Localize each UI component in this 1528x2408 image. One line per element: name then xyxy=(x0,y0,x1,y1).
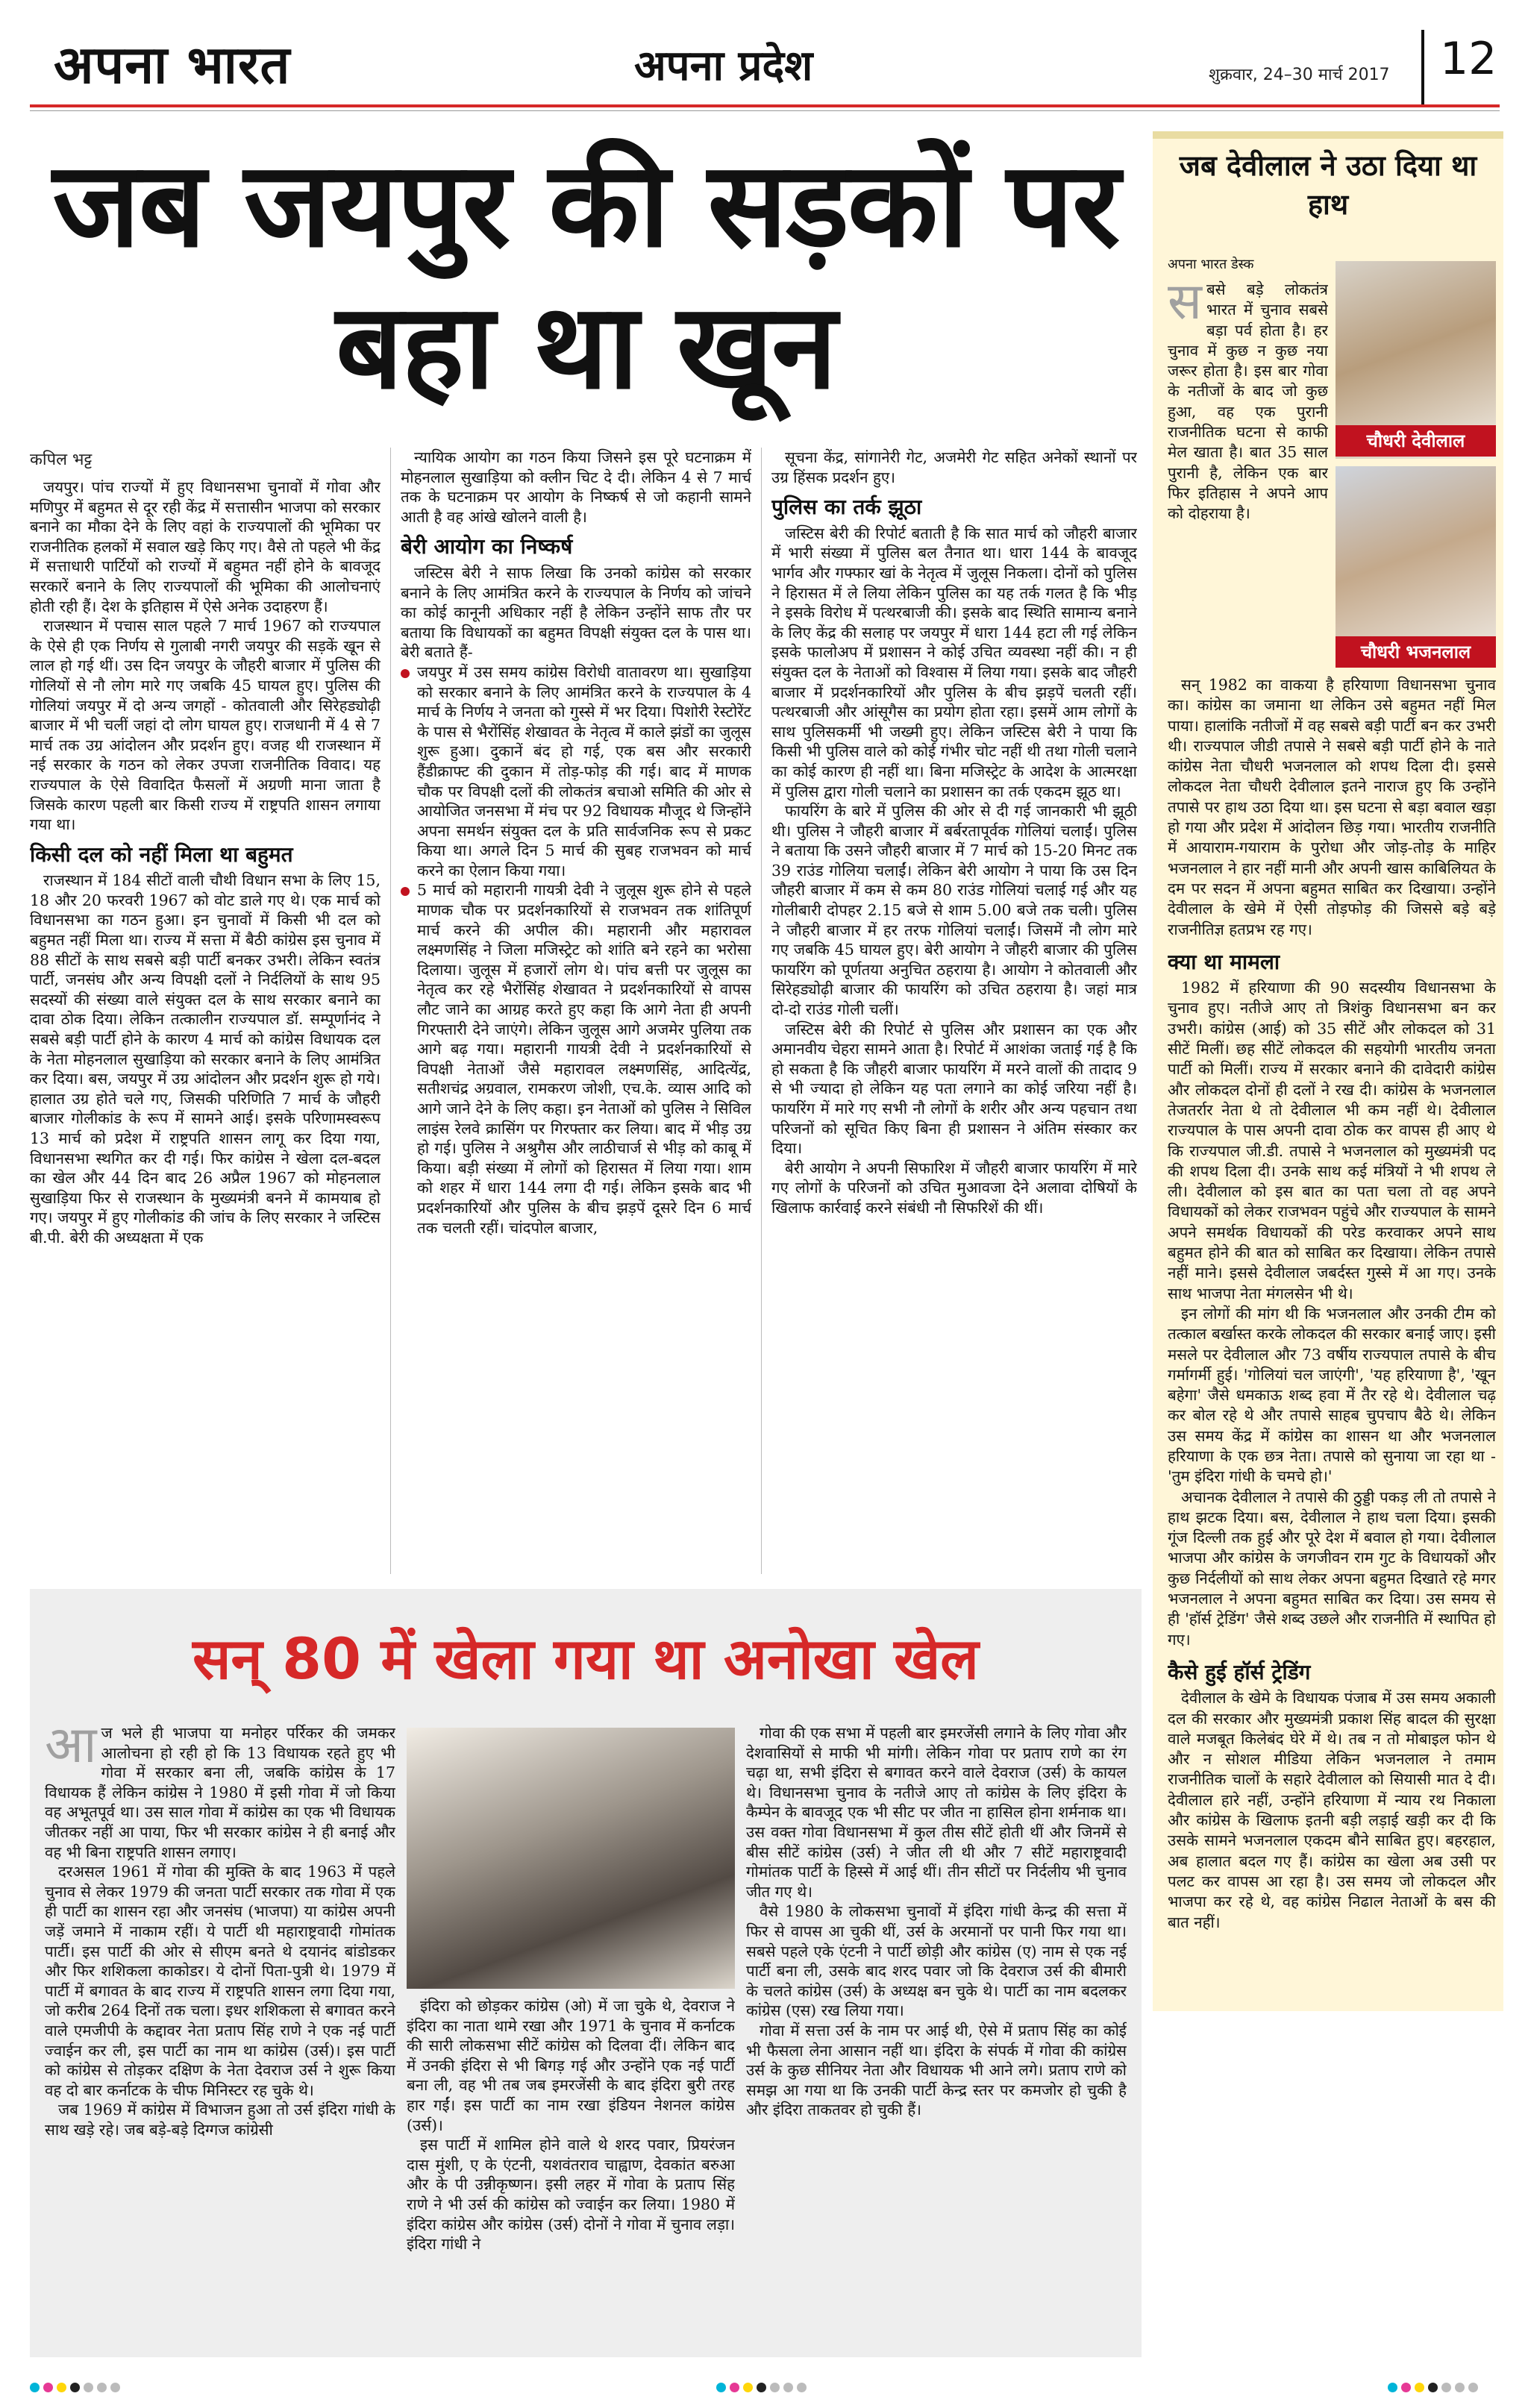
paragraph: बसे बड़े लोकतंत्र भारत में चुनाव सबसे बड़ा पर्व होता है। हर चुनाव में कुछ न कुछ नया जरूर होता है। इस बार गोवा के नतीजों के बाद जो कुछ हुआ, वह एक पुरानी राजनीतिक घटना से काफी मेल खाता है। बात 35 साल पुरानी है, लेकिन एक बार फिर इतिहास ने अपने आप को दोहराया है। xyxy=(1168,280,1328,523)
indira-gandhi-photo xyxy=(407,1728,735,1989)
column-divider xyxy=(761,448,762,1574)
bullet-paragraph: 5 मार्च को महारानी गायत्री देवी ने जुलूस शुरू होने से पहले माणक चौक पर प्रदर्शनकारियों से राजभवन तक शांतिपूर्ण मार्च करने की अपील की। महारानी और महारावल लक्ष्मणसिंह ने जिला मजिस्ट्रेट को शांति बने रहने का भरोसा दिलाया। जुलूस में हजारों लोग थे। पांच बत्ती पर जुलूस का नेतृत्व कर रहे भैरोंसिंह शेखावत ने प्रदर्शनकारियों से वापस लौट जाने का आग्रह करते हुए कहा कि आगे नेता ही अपनी गिरफ्तारी देने जाएंगे। लेकिन जुलूस आगे अजमेर पुलिया तक आगे बढ़ गया। महारानी गायत्री देवी ने प्रदर्शनकारियों से विपक्षी नेताओं जैसे महारावल लक्ष्मणसिंह, आदित्येंद्र, सतीशचंद्र अग्रवाल, रामकरण जोशी, एच.के. व्यास आदि को आगे जाने देने के लिए कहा। इन नेताओं को पुलिस ने सिविल लाइंस रेलवे क्रासिंग पर गिरफ्तार कर लिया। बाद में भीड़ उग्र हो गई। पुलिस ने अश्रुगैस और लाठीचार्ज से भीड़ को काबू में किया। बड़ी संख्या में लोगों को हिरासत में लिया गया। शाम को शहर में धारा 144 लगा दी गई। लेकिन इसके बाद भी प्रदर्शनकारियों और पुलिस के बीच झड़पें दूसरे दिन 6 मार्च तक चलती रहीं। चांदपोल बाजार, xyxy=(401,880,751,1238)
box-headline: सन् 80 में खेला गया था अनोखा खेल xyxy=(192,1625,979,1692)
photo-caption: चौधरी देवीलाल xyxy=(1336,425,1496,457)
sidebar-byline: अपना भारत डेस्क xyxy=(1168,257,1254,272)
photo-caption: चौधरी भजनलाल xyxy=(1336,636,1496,668)
masthead-rule xyxy=(30,104,1500,107)
paragraph: वैसे 1980 के लोकसभा चुनावों में इंदिरा गांधी केन्द्र की सत्ता में फिर से वापस आ चुकी थीं, उर्स के अरमानों पर पानी फिर गया था। सबसे पहले एके एंटनी ने पार्टी छोड़ी और कांग्रेस (ए) नाम से एक नई पार्टी बना ली, उसके बाद शरद पवार जो कि देवराज उर्स की बीमारी के चलते कांग्रेस (उर्स) के अध्यक्ष बन चुके थे। पार्टी का नाम बदलकर कांग्रेस (एस) रख लिया गया। xyxy=(746,1902,1127,2020)
paragraph: सूचना केंद्र, सांगानेरी गेट, अजमेरी गेट सहित अनेकों स्थानों पर उग्र हिंसक प्रदर्शन हुए। xyxy=(771,448,1137,486)
registration-dots-right xyxy=(1388,2383,1478,2392)
main-headline: जब जयपुर की सड़कों पर बहा था खून xyxy=(52,137,1119,416)
article-column-1 xyxy=(30,477,381,1574)
paragraph: सन् 1982 का वाकया है हरियाणा विधानसभा चुनाव का। कांग्रेस का जमाना था लेकिन उसे बहुमत नहीं मिल पाया। हालांकि नतीजों में वह सबसे बड़ी पार्टी बन कर उभरी थी। राज्यपाल जीडी तपासे ने सबसे बड़ी पार्टी होने के नाते कांग्रेस नेता चौधरी भजनलाल को शपथ दिला दी। इससे लोकदल नेता चौधरी देवीलाल इतने नाराज हुए कि उन्होंने तपासे पर हाथ उठा दिया था। इस घटना से बड़ा बवाल खड़ा हो गया और प्रदेश में आंदोलन छिड़ गया। भारतीय राजनीति में आयाराम-गयाराम के पुरोधा और जोड़-तोड़ के माहिर भजनलाल ने हार नहीं मानी और अपनी खास काबिलियत के दम पर सदन में अपना बहुमत साबित कर दिखाया। उन्होंने देवीलाल के खेमे में ऐसी तोड़फोड़ की जिससे बड़े बड़े राजनीतिज्ञ हतप्रभ रह गए। xyxy=(1168,676,1496,938)
paragraph: जस्टिस बेरी की रिपोर्ट बताती है कि सात मार्च को जौहरी बाजार में भारी संख्या में पुलिस बल तैनात था। धारा 144 के बावजूद भार्गव और गफ्फार खां के नेतृत्व में जुलूस निकला। दोनों को पुलिस ने हिरासत में ले लिया लेकिन पुलिस का यह तर्क गलत है कि भीड़ ने इसके विरोध में पत्थरबाजी की। इसके बाद स्थिति सामान्य बनाने के लिए केंद्र की सलाह पर जयपुर में धारा 144 हटा ली गई लेकिन इसके फालोअप में प्रशासन ने कोई उचित व्यवस्था नहीं की। न ही संयुक्त दल के नेताओं को विश्वास में लिया गया। इसके बाद जौहरी बाजार में प्रदर्शनकारियों और पुलिस के बीच झड़पें चलती रहीं। पत्थरबाजी और आंसूगैस का प्रयोग होता रहा। इसमें आम लोगों के साथ पुलिसकर्मी भी जख्मी हुए। लेकिन जस्टिस बेरी ने पाया कि किसी भी पुलिस वाले को कोई गंभीर चोट नहीं थी तथा गोली चलाने का कोई कारण ही नहीं था। बिना मजिस्ट्रेट के आदेश के आत्मरक्षा में पुलिस द्वारा गोली चलाने का प्रशासन का तर्क एकदम झूठ था। xyxy=(771,524,1137,800)
article-column-2 xyxy=(401,448,751,1574)
paragraph: बेरी आयोग ने अपनी सिफारिश में जौहरी बाजार फायरिंग में मारे गए लोगों के परिजनों को उचित मुआवजा देने अलावा दोषियों के खिलाफ कार्रवाई करने संबंधी नौ सिफरिशें की थीं। xyxy=(771,1158,1137,1217)
paragraph: अचानक देवीलाल ने तपासे की ठुड्डी पकड़ ली तो तपासे ने हाथ झटक दिया। बस, देवीलाल ने हाथ चला दिया। इसकी गूंज दिल्ली तक हुई और पूरे देश में बवाल हो गया। देवीलाल भाजपा और कांग्रेस के जगजीवन राम गुट के विधायकों और कुछ निर्दलीयों को साथ लेकर अपना बहुमत दिखाते रहे मगर भजनलाल ने अपना बहुमत साबित कर दिया। उस समय से ही 'हॉर्स ट्रेडिंग' जैसे शब्द उछले और राजनीति में स्थापित हो गए। xyxy=(1168,1487,1496,1649)
box-column-1 xyxy=(45,1723,395,2342)
subheading: किसी दल को नहीं मिला था बहुमत xyxy=(30,841,293,867)
registration-dots-left xyxy=(30,2383,120,2392)
box-column-2 xyxy=(407,1996,735,2342)
subheading: कैसे हुई हॉर्स ट्रेडिंग xyxy=(1168,1659,1311,1684)
dropcap: आ xyxy=(45,1723,97,1775)
subheading: पुलिस का तर्क झूठा xyxy=(771,495,922,520)
paragraph: ज भले ही भाजपा या मनोहर पर्रिकर की जमकर आलोचना हो रही हो कि 13 विधायक रहते हुए भी गोवा में सरकार बना ली, जबकि कांग्रेस के 17 विधायक हैं लेकिन कांग्रेस ने 1980 में इसी गोवा में जो किया वह अभूतपूर्व था। उस साल गोवा में कांग्रेस का एक भी विधायक जीतकर नहीं आ पाया, फिर भी सरकार कांग्रेस ने ही बनाई और वह भी बिना राष्ट्रपति शासन लगाए। xyxy=(45,1724,395,1861)
paragraph: जब 1969 में कांग्रेस में विभाजन हुआ तो उर्स इंदिरा गांधी के साथ खड़े रहे। जब बड़े-बड़े दिग्गज कांग्रेसी xyxy=(45,2101,395,2139)
paragraph: राजस्थान में पचास साल पहले 7 मार्च 1967 को राज्यपाल के ऐसे ही एक निर्णय से गुलाबी नगरी जयपुर की सड़कें खून से लाल हो गई थीं। उस दिन जयपुर के जौहरी बाजार में पुलिस की गोलियों से नौ लोग मारे गए जबकि 45 घायल हुए। पुलिस की गोलियां जयपुर में दो अन्य जगहों - कोतवाली और सिरेहड्योढ़ी बाजार में भी चलीं जहां दो लोग घायल हुए। राजधानी में 4 से 7 मार्च तक उग्र आंदोलन और प्रदर्शन हुए। वजह थी राजस्थान में नई सरकार के गठन को लेकर उपजा राजनीतिक विवाद। यह राज्यपाल के ऐसे विवादित फैसलों में अग्रणी माना जाता है जिसके कारण पहली बार किसी राज्य में राष्ट्रपति शासन लगाया गया था। xyxy=(30,617,381,834)
page-number: 12 xyxy=(1440,33,1497,85)
paragraph: राजस्थान में 184 सीटों वाली चौथी विधान सभा के लिए 15, 18 और 20 फरवरी 1967 को वोट डाले गए थे। एक मार्च को विधानसभा का गठन हुआ। इन चुनावों में किसी भी दल को बहुमत नहीं मिला था। राज्य में सत्ता में बैठी कांग्रेस इस चुनाव में 88 सीटों के साथ सबसे बड़ी पार्टी बनकर उभरी। लेकिन स्वतंत्र पार्टी, जनसंघ और अन्य विपक्षी दलों ने निर्दलियों के साथ 95 सदस्यों की संख्या वाले संयुक्त दल के साथ सरकार बनाने का दावा ठोक दिया। लेकिन तत्कालीन राज्यपाल डॉ. सम्पूर्णानंद ने सबसे बड़ी पार्टी होने के कारण 4 मार्च को कांग्रेस विधायक दल के नेता मोहनलाल सुखाड़िया को सरकार बनाने के लिए आमंत्रित कर दिया। बस, जयपुर में उग्र आंदोलन और प्रदर्शन शुरू हो गये। हालात उग्र होते चले गए, जिसकी परिणिति 7 मार्च के जौहरी बाजार गोलीकांड के रूप में सामने आई। इसके परिणामस्वरूप 13 मार्च को प्रदेश में राष्ट्रपति शासन लागू कर दिया गया, विधानसभा स्थगित कर दी गई। फिर कांग्रेस ने खेला दल-बदल का खेल और 44 दिन बाद 26 अप्रैल 1967 को मोहनलाल सुखाड़िया फिर से राजस्थान के मुख्यमंत्री बनने में कामयाब हो गए। जयपुर में हुए गोलीकांड की जांच के लिए सरकार ने जस्टिस बी.पी. बेरी की अध्यक्षता में एक xyxy=(30,871,381,1247)
paragraph: न्यायिक आयोग का गठन किया जिसने इस पूरे घटनाक्रम में मोहनलाल सुखाड़िया को क्लीन चिट दे दी। लेकिन 4 से 7 मार्च तक के घटनाक्रम पर आयोग के निष्कर्ष से जो कहानी सामने आती है वह आंखे खोलने वाली है। xyxy=(401,448,751,526)
sidebar-body xyxy=(1168,675,1496,2003)
dropcap: स xyxy=(1168,280,1202,331)
brand-logo: अपना भारत xyxy=(54,34,291,95)
paragraph: गोवा में सत्ता उर्स के नाम पर आई थी, ऐसे में प्रताप सिंह का कोई भी फैसला लेना आसान नहीं था। इंदिरा के संपर्क में गोवा की कांग्रेस उर्स के कुछ सीनियर नेता और विधायक भी आने लगे। प्रताप राणे को समझ आ गया था कि उनकी पार्टी केन्द्र स्तर पर कमजोर हो चुकी है और इंदिरा ताकतवर हो चुकी हैं। xyxy=(746,2021,1127,2119)
bullet-paragraph: जयपुर में उस समय कांग्रेस विरोधी वातावरण था। सुखाड़िया को सरकार बनाने के लिए आमंत्रित करने के राज्यपाल के 4 मार्च के निर्णय ने जनता को गुस्से में भर दिया। पिशोरी रेस्टोरेंट के पास से भैरोंसिंह शेखावत के नेतृत्व में काले झंडों का जुलूस शुरू हुआ। दुकानें बंद हो गई, एक बस और सरकारी हैंडीक्राफ्ट की दुकान में तोड़-फोड़ की गई। बाद में माणक चौक पर विपक्षी दलों की लोकतंत्र बचाओ समिति की ओर से आयोजित जनसभा में मंच पर 92 विधायक मौजूद थे जिन्होंने अपना समर्थन संयुक्त दल के प्रति सार्वजनिक रूप से प्रकट किया था। अगले दिन 5 मार्च की सुबह राजभवन को मार्च करने का ऐलान किया गया। xyxy=(401,662,751,881)
paragraph: इस पार्टी में शामिल होने वाले थे शरद पवार, प्रियरंजन दास मुंशी, ए के एंटनी, यशवंतराव चाह्वाण, देवकांत बरुआ और के पी उन्नीकृष्णन। इसी लहर में गोवा के प्रताप सिंह राणे ने भी उर्स की कांग्रेस को ज्वाईन कर लिया। 1980 में इंदिरा कांग्रेस और कांग्रेस (उर्स) दोनों ने गोवा में चुनाव लड़ा। इंदिरा गांधी ने xyxy=(407,2136,735,2254)
article-column-3 xyxy=(771,448,1137,1574)
paragraph: इंदिरा को छोड़कर कांग्रेस (ओ) में जा चुके थे, देवराज ने इंदिरा का नाता थामे रखा और 1971 के चुनाव में कर्नाटक की सारी लोकसभा सीटें कांग्रेस को दिलवा दीं। लेकिन बाद में उनकी इंदिरा से भी बिगड़ गई और उन्होंने एक नई पार्टी बना ली, वह भी तब जब इमरजेंसी के बाद इंदिरा बुरी तरह हार गईं। इस पार्टी का नाम रखा इंडियन नेशनल कांग्रेस (उर्स)। xyxy=(407,1997,735,2134)
sidebar-intro xyxy=(1168,280,1328,668)
box-column-3 xyxy=(746,1723,1127,2342)
section-title: अपना प्रदेश xyxy=(634,42,813,90)
sidebar-headline: जब देवीलाल ने उठा दिया था हाथ xyxy=(1179,149,1477,221)
paragraph: गोवा की एक सभा में पहली बार इमरजेंसी लगाने के लिए गोवा और देशवासियों से माफी भी मांगी। लेकिन गोवा पर प्रताप राणे का रंग चढ़ा था, सभी इंदिरा से बगावत करने वाले देवराज (उर्स) के कायल थे। विधानसभा चुनाव के नतीजे आए तो कांग्रेस के लिए इंदिरा के कैम्पेन के बावजूद एक भी सीट पर जीत ना हासिल होना शर्मनाक था। उस वक्त गोवा विधानसभा में कुल तीस सीटें होती थीं और जिनमें से बीस सीटें कांग्रेस (उर्स) ने जीत ली थी और 7 सीटें महाराष्ट्रवादी गोमांतक पार्टी के हिस्से में आई थीं। तीन सीटों पर निर्दलीय भी चुनाव जीत गए थे। xyxy=(746,1724,1127,1901)
subheading: क्या था मामला xyxy=(1168,949,1280,974)
paragraph: जयपुर। पांच राज्यों में हुए विधानसभा चुनावों में गोवा और मणिपुर में बहुमत से दूर रही केंद्र में सत्तासीन भाजपा को सरकार बनाने का मौका देने के लिए वहां के राज्यपालों की भूमिका पर राजनीतिक हलकों में सवाल खड़े किए गए। वैसे तो पहले भी केंद्र में सत्ताधारी पार्टियों को राज्यों में बहुमत नहीं होने के बावजूद सरकारें बनाने के लिए राज्यपालों की भूमिका की आलोचनाएं होती रही हैं। देश के इतिहास में ऐसे अनेक उदाहरण हैं। xyxy=(30,478,381,615)
column-divider xyxy=(390,448,391,1574)
paragraph: इन लोगों की मांग थी कि भजनलाल और उनकी टीम को तत्काल बर्खास्त करके लोकदल की सरकार बनाई जाए। इसी मसले पर देवीलाल और 73 वर्षीय राज्यपाल तपासे के बीच गर्मागर्मी हुई। 'गोलियां चल जाएंगी', 'यह हरियाणा है', 'खून बहेगा' जैसे धमकाऊ शब्द हवा में तैर रहे थे। देवीलाल चढ़ कर बोल रहे थे और तपासे साहब चुपचाप बैठे थे। लेकिन उस समय केंद्र में कांग्रेस का शासन था और भजनलाल हरियाणा के एक छत्र नेता। तपासे को सुनाया जा रहा था - 'तुम इंदिरा गांधी के चमचे हो।' xyxy=(1168,1304,1496,1486)
byline: कपिल भट्ट xyxy=(30,451,93,469)
paragraph: देवीलाल के खेमे के विधायक पंजाब में उस समय अकाली दल की सरकार और मुख्यमंत्री प्रकाश सिंह बादल की सुरक्षा वाले मजबूत किलेबंद घेरे में थे। तब न तो मोबाइल फोन थे और न सोशल मीडिया लेकिन भजनलाल ने तमाम राजनीतिक चालों के सहारे देवीलाल को सियासी मात दे दी। देवीलाल हारे नहीं, उन्होंने हरियाणा में न्याय रथ निकाला और कांग्रेस के खिलाफ इतनी बड़ी लड़ाई खड़ी कर दी कि उसके सामने भजनलाल एकदम बौने साबित हुए। बहरहाल, अब हालात बदल गए हैं। कांग्रेस का खेला अब उसी पर पलट कर वापस आ रहा है। उस समय जो लोकदल और भाजपा कर रहे थे, वह कांग्रेस निढाल नेताओं के बस की बात नहीं। xyxy=(1168,1689,1496,1931)
paragraph: 1982 में हरियाणा की 90 सदस्यीय विधानसभा के चुनाव हुए। नतीजे आए तो त्रिशंकु विधानसभा बन कर उभरी। कांग्रेस (आई) को 35 सीटें और लोकदल को 31 सीटें मिलीं। छह सीटें लोकदल की सहयोगी भारतीय जनता पार्टी को मिलीं। राज्य में सरकार बनाने की दावेदारी कांग्रेस और लोकदल दोनों ही दलों ने रख दी। कांग्रेस के भजनलाल तेजतर्रार नेता थे तो देवीलाल भी कम नहीं थे। देवीलाल राज्यपाल के पास अपनी दावा ठोक कर वापस ही आए थे कि राज्यपाल जी.डी. तपासे ने भजनलाल को मुख्यमंत्री पद की शपथ दिला दी। उनके साथ कई मंत्रियों ने भी शपथ ले ली। देवीलाल को इस बात का पता चला तो वह अपने विधायकों को लेकर राजभवन पहुंचे और राज्यपाल के सामने अपने समर्थक विधायकों की परेड करवाकर अपने साथ बहुमत होने की बात को साबित कर दिखाया। लेकिन तपासे नहीं माने। इससे देवीलाल जबर्दस्त गुस्से में आ गए। उनके साथ भाजपा नेता मंगलसेन भी थे। xyxy=(1168,979,1496,1302)
paragraph: जस्टिस बेरी ने साफ लिखा कि उनको कांग्रेस को सरकार बनाने के लिए आमंत्रित करने के राज्यपाल के निर्णय को जांचने का कोई कानूनी अधिकार नहीं है लेकिन उन्होंने साफ तौर पर बताया कि विधायकों का बहुमत विपक्षी संयुक्त दल के पास था। बेरी बताते हैं- xyxy=(401,563,751,662)
paragraph: फायरिंग के बारे में पुलिस की ओर से दी गई जानकारी भी झूठी थी। पुलिस ने जौहरी बाजार में बर्बरतापूर्वक गोलियां चलाईं। पुलिस ने बताया कि उसने जौहरी बाजार में 7 मार्च को 15-20 मिनट तक 39 राउंड गोलिया चलाईं। लेकिन बेरी आयोग ने पाया कि उस दिन जौहरी बाजार में कम से कम 80 राउंड गोलियां चलाई गई और यह गोलीबारी दोपहर 2.15 बजे से शाम 5.00 बजे तक चली। पुलिस ने जौहरी बाजार में हर तरफ गोलियां चलाईं। जिसमें नौ लोग मारे गए जबकि 45 घायल हुए। बेरी आयोग ने जौहरी बाजार की पुलिस फायरिंग को पूर्णतया अनुचित ठहराया है। आयोग ने कोतवाली और सिरेहड्योढ़ी बाजार की फायरिंग को उचित ठहराया है। जहां मात्र दो-दो राउंड गोली चलीं। xyxy=(771,802,1137,1019)
paragraph: जस्टिस बेरी की रिपोर्ट से पुलिस और प्रशासन का एक और अमानवीय चेहरा सामने आता है। रिपोर्ट में आशंका जताई गई है कि हो सकता है कि जौहरी बाजार फायरिंग में मरने वालों की तादाद 9 से भी ज्यादा हो लेकिन यह पता लगाने का कोई जरिया नहीं है। फायरिंग में मारे गए सभी नौ लोगों के शरीर और अन्य पहचान तथा परिजनों को सूचित किए बिना ही प्रशासन ने अंतिम संस्कार कर दिया। xyxy=(771,1020,1137,1158)
subheading: बेरी आयोग का निष्कर्ष xyxy=(401,534,573,559)
masthead-divider xyxy=(1421,30,1424,104)
masthead-rule-thin xyxy=(30,110,1500,111)
dateline: शुक्रवार, 24–30 मार्च 2017 xyxy=(1209,66,1390,84)
paragraph: दरअसल 1961 में गोवा की मुक्ति के बाद 1963 में पहले चुनाव से लेकर 1979 की जनता पार्टी सरकार तक गोवा में एक ही पार्टी का शासन रहा और जनसंघ (भाजपा) या कांग्रेस अपनी जड़ें जमाने में नाकाम रहीं। ये पार्टी थी महाराष्ट्रवादी गोमांतक पार्टी। इस पार्टी की ओर से सीएम बनते थे दयानंद बांडोडकर और फिर शशिकला काकोडर। ये दोनों पिता-पुत्री थे। 1979 में पार्टी में बगावत के बाद राज्य में राष्ट्रपति शासन लगा दिया गया, जो करीब 264 दिनों तक चला। इधर शशिकला से बगावत करने वाले एमजीपी के कद्दावर नेता प्रताप सिंह राणे ने एक नई पार्टी ज्वाईन कर ली, इस पार्टी का नाम था कांग्रेस (उर्स)। इस पार्टी को कांग्रेस से तोड़कर दक्षिण के नेता देवराज उर्स ने शुरू किया वह दो बार कर्नाटक के चीफ मिनिस्टर रह चुके थे। xyxy=(45,1863,395,2099)
registration-dots-center xyxy=(716,2383,807,2392)
